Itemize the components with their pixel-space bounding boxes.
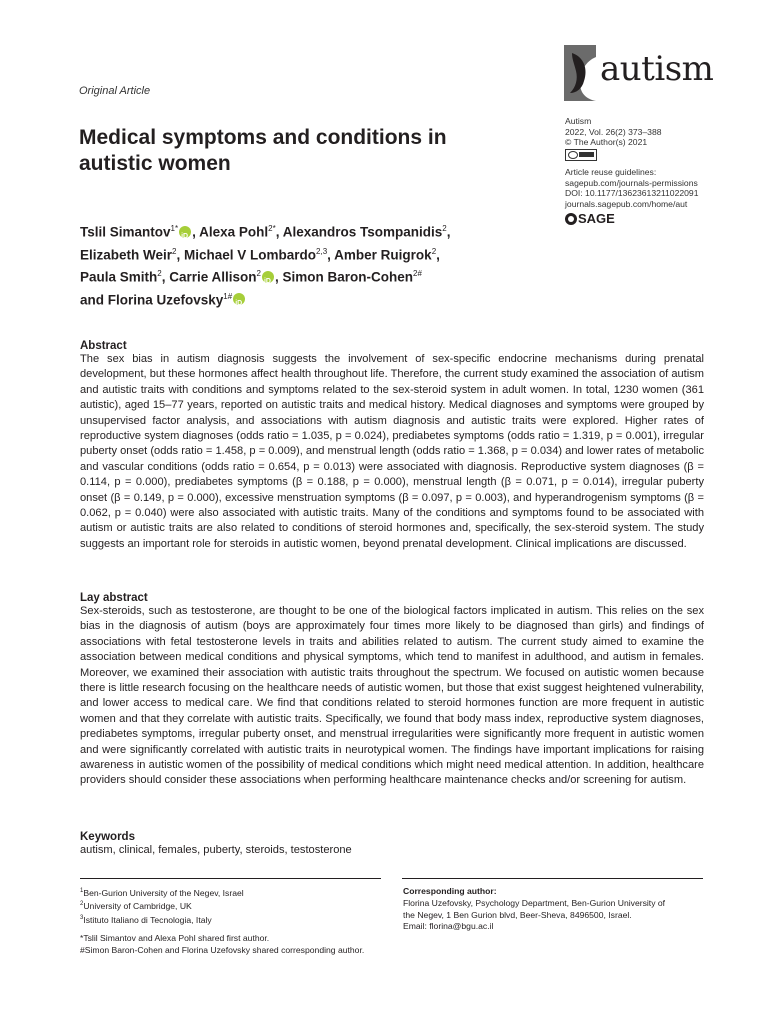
author-name: Carrie Allison: [169, 269, 257, 285]
journal-url[interactable]: journals.sagepub.com/home/aut: [565, 198, 688, 209]
author-notes: [80, 933, 390, 956]
creative-commons-icon: [565, 149, 597, 161]
corresponding-line: Florina Uzefovsky, Psychology Department, Ben-Gurion University of: [403, 897, 666, 908]
author-line-4: [80, 287, 540, 310]
abstract-text: The sex bias in autism diagnosis suggests the involvement of sex-specific endocrine mechanisms during prenatal development, but these hormones affect health throughout life. Therefore, the current study examined the association of autism and autistic traits with conditions and symptoms related to the sex-steroid system in adult women. In total, 1230 women (361 autistic), aged 15–77 years, reported on autistic traits and medical history. Medical diagnoses and symptoms were grouped by unsupervised factor analysis, and associations with autism diagnosis and autistic traits were explored. Higher rates of reproductive system diagnoses (odds ratio = 1.035, p = 0.024), prediabetes symptoms (odds ratio = 1.319, p = 0.001), irregular puberty onset (odds ratio = 1.458, p = 0.009), and menstrual length (odds ratio = 1.368, p = 0.034) and lower rates of metabolic and vascular conditions (odds ratio = 0.654, p = 0.013) were associated with diagnosis. Reproductive system diagnoses (β = 0.114, p = 0.000), prediabetes symptoms (β = 0.188, p = 0.000), menstrual length (β = 0.071, p = 0.014), irregular puberty onset (β = 0.149, p = 0.000), excessive menstruation symptoms (β = 0.097, p = 0.003), and hyperandrogenism symptoms (β = 0.062, p = 0.040) were also associated with autistic traits. Many of the conditions and symptoms found to be associated with autism or autistic traits are also related to conditions of steroid hormones and, specifically, the sex-steroid system. The study suggests an important role for steroids in autistic women, beyond prenatal development. Clinical implications are discussed.: [80, 353, 704, 550]
author-line-1: Tslil Simantov$^{1*}$iD , Alexa Pohl$^{2*}$, Alexandros Tsompanidis$^2$,: [80, 219, 540, 242]
author-name: and Florina Uzefovsky: [80, 292, 224, 307]
author-name: Alexandros Tsompanidis: [282, 224, 443, 240]
corresponding-email[interactable]: Email: florina@bgu.ac.il: [403, 921, 494, 932]
author-line-3: Paula Smith$^2$, Carrie Allison$^2$iD , Simon Baron-Cohen$^{2\#}$: [80, 264, 540, 287]
author-sup: 2: [172, 246, 177, 256]
author-sup: 2: [256, 269, 261, 278]
sage-icon: [565, 213, 577, 225]
author-sup: 1#: [223, 291, 233, 301]
author-sup: 2#: [413, 269, 422, 278]
author-sup: 2: [157, 269, 162, 278]
author-sup: 2,3: [316, 246, 328, 256]
title-line-1: Medical symptoms and conditions in: [79, 126, 447, 149]
corresponding-line: the Negev, 1 Ben Gurion blvd, Beer-Sheva, 8496500, Israel.: [403, 909, 632, 920]
lay-abstract-section: [80, 592, 704, 789]
publisher-name: SAGE: [578, 210, 615, 226]
author-name: Alexa Pohl: [199, 224, 269, 240]
journal-name: Autism: [565, 116, 592, 126]
author-name: Simon Baron-Cohen: [282, 269, 413, 285]
author-name: Amber Ruigrok: [334, 247, 432, 262]
doi[interactable]: DOI: 10.1177/13623613211022091: [565, 188, 699, 198]
corresponding-heading: Corresponding author:: [403, 886, 497, 896]
journal-meta: [565, 116, 698, 225]
note-item: *Tslil Simantov and Alexa Pohl shared first author.: [80, 933, 270, 943]
abstract-heading: Abstract: [80, 340, 127, 352]
title-line-2: autistic women: [79, 152, 231, 175]
affiliation-item: $^1$Ben-Gurion University of the Negev, Israel: [80, 887, 244, 898]
author-name: Tslil Simantov: [80, 224, 171, 240]
abstract-section: [80, 340, 704, 552]
author-name: Paula Smith: [80, 269, 158, 285]
lay-abstract-heading: Lay abstract: [80, 592, 148, 604]
publisher-logo: [565, 210, 698, 226]
orcid-icon[interactable]: [233, 293, 245, 305]
keywords-heading: Keywords: [80, 831, 135, 843]
reuse-label: Article reuse guidelines:: [565, 167, 657, 177]
author-name: Michael V Lombardo: [184, 247, 317, 262]
author-list: [80, 219, 540, 309]
author-sup: 2*: [268, 224, 276, 233]
affiliation-item: $^2$University of Cambridge, UK: [80, 901, 192, 912]
journal-copyright: © The Author(s) 2021: [565, 137, 648, 147]
journal-logo: [562, 43, 714, 105]
affiliation-item: $^3$Istituto Italiano di Tecnologia, Italy: [80, 914, 212, 925]
note-item: #Simon Baron-Cohen and Florina Uzefovsky shared corresponding author.: [80, 944, 365, 955]
author-name: Elizabeth Weir: [80, 247, 173, 262]
article-type: Original Article: [79, 85, 151, 97]
orcid-icon[interactable]: [179, 226, 191, 238]
lay-abstract-text: Sex-steroids, such as testosterone, are thought to be one of the biological factors implicated in autism. This relies on the sex bias in the diagnosis of autism (boys are approximately four times more likely to be diagnosed than girls) and findings of associations with fetal testosterone levels in traits and abilities related to autism. The current study aimed to examine the association between medical conditions and physical symptoms, which tend to manifest in adulthood, and autism in females. Moreover, we examined their association with autistic traits throughout the spectrum. We focused on autistic women because there is little research focusing on the healthcare needs of autistic women, but those that exist suggest heightened vulnerability, and lower access to medical care. We find that conditions related to steroid hormones function are more frequent in autistic women and that they correlate with autistic traits. Specifically, we found that body mass index, reproductive system diagnoses, prediabetes symptoms, irregular puberty onset, and menstrual irregularities were significantly more frequent in autistic women and were significantly correlated with autistic traits in neurotypical women. The findings have important implications for raising awareness in autistic women of the possibility of medical conditions which might need medical attention. In addition, healthcare providers should consider these associations when performing healthcare maintenance checks and/or screening for autism.: [80, 605, 704, 787]
affiliations: [80, 886, 380, 926]
corresponding-author: [403, 886, 703, 933]
author-sup: 2: [431, 246, 437, 256]
author-sup: 1*: [170, 224, 179, 233]
footnote-divider-left: [80, 878, 381, 879]
keywords-text: autism, clinical, females, puberty, steroids, testosterone: [80, 844, 352, 856]
orcid-icon[interactable]: [262, 271, 274, 283]
footnote-divider-right: [402, 878, 703, 879]
keywords-section: [80, 831, 704, 858]
journal-logo-text: autism: [600, 49, 714, 89]
autism-logo-mark-icon: [562, 43, 602, 103]
author-line-2: Elizabeth Weir$^2$, Michael V Lombardo$^{2,3}$, Amber Ruigrok$^2$,: [80, 246, 440, 262]
article-title: [79, 125, 519, 177]
reuse-link[interactable]: sagepub.com/journals-permissions: [565, 177, 698, 188]
journal-volume: 2022, Vol. 26(2) 373–388: [565, 126, 662, 137]
author-sup: 2: [442, 224, 447, 233]
